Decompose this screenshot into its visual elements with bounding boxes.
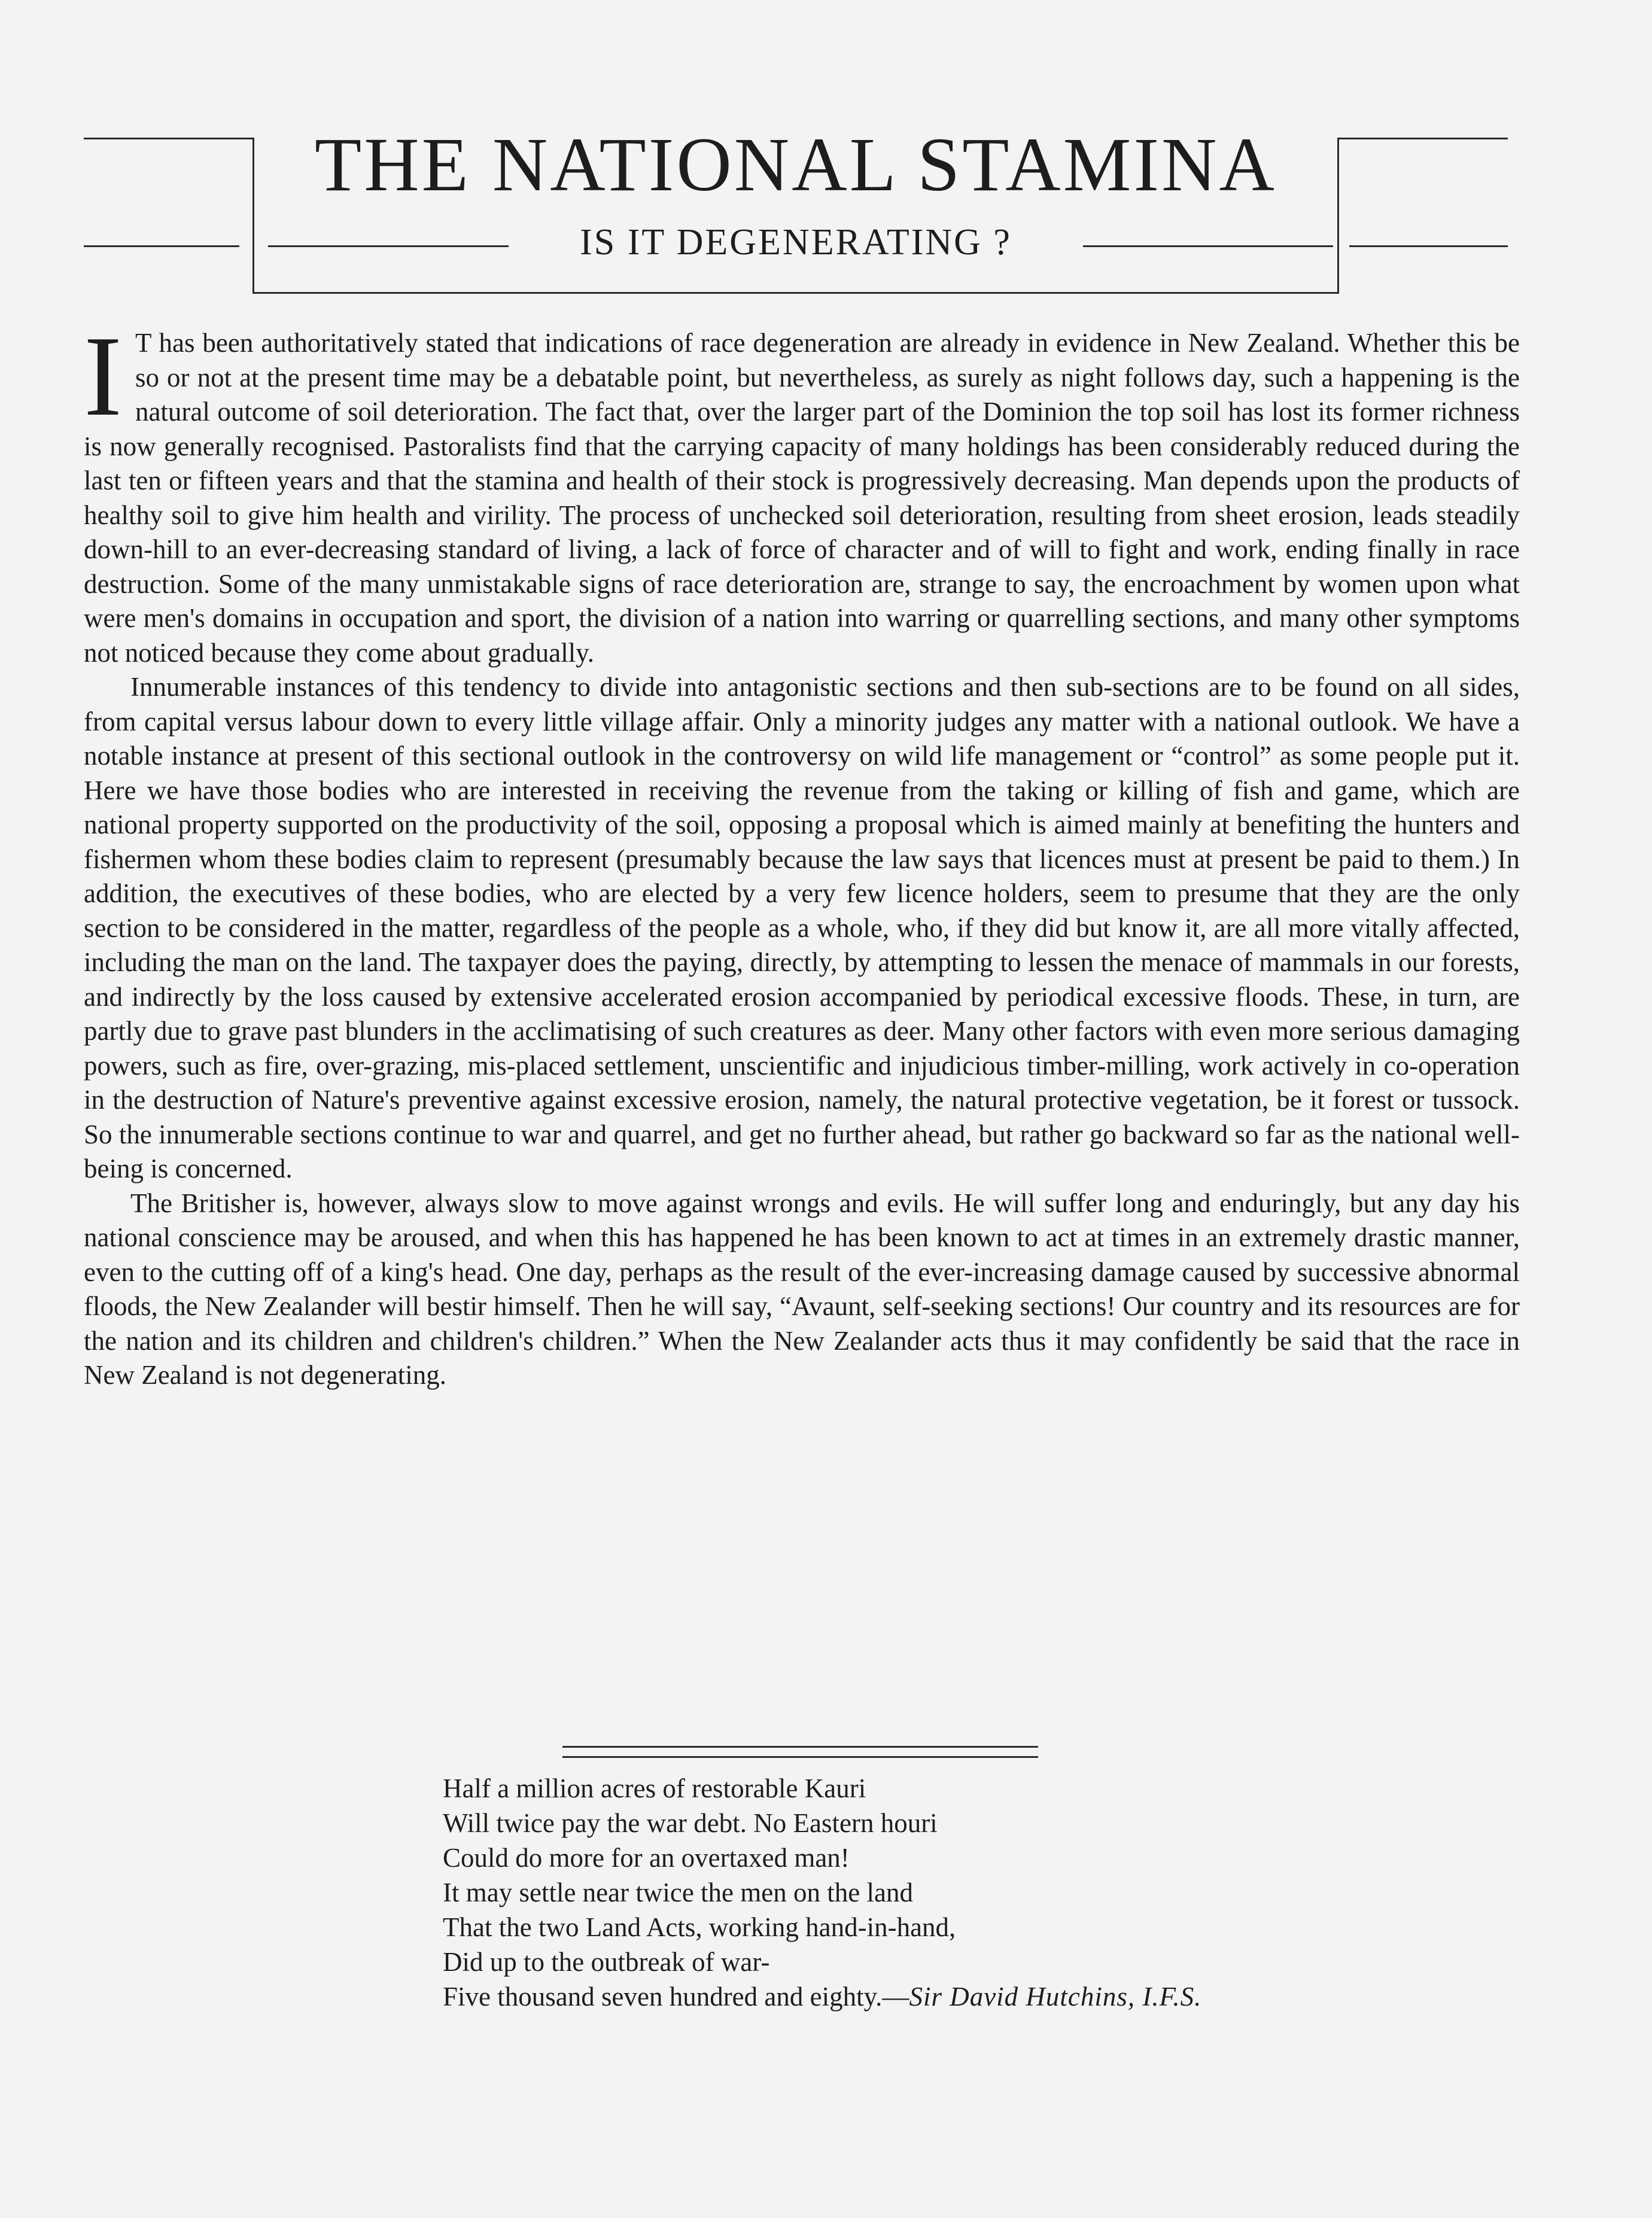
article-paragraph-2: Innumerable instances of this tendency to divide into antagonistic sections and then sub-sections are to be found on all sides, from capital versus labour down to every little village affair. Only a minority judges any matter with a national outlook. We have a notable instance at present of this sectional outlook in the controversy on wild life management or “control” as some people put it. Here we have those bodies who are interested in receiving the revenue from the taking or killing of fish and game, which are national property supported on the productivity of the soil, opposing a proposal which is aimed mainly at benefiting the hunters and fishermen whom these bodies claim to represent (presumably because the law says that licences must at present be paid to them.) In addition, the executives of these bodies, who are elected by a very few licence holders, seem to presume that they are the only section to be considered in the matter, regardless of the people as a whole, who, if they did but know it, are all more vitally affected, including the man on the land. The taxpayer does the paying, directly, by attempting to lessen the menace of mammals in our forests, and indirectly by the loss caused by extensive accelerated erosion accompanied by periodical excessive floods. These, in turn, are partly due to grave past blunders in the acclimatising of such creatures as deer. Many other factors with even more serious damaging powers, such as fire, over-grazing, mis-placed settlement, unscientific and injudicious timber-milling, work actively in co-operation in the destruction of Nature's preventive against excessive erosion, namely, the natural protective vegetation, be it forest or tussock. So the innumerable sections continue to war and quarrel, and get no further ahead, but rather go backward so far as the national well-being is concerned.: [84, 672, 1520, 1183]
header-top-rule-right: [1339, 138, 1508, 139]
page-subtitle: IS IT DEGENERATING ?: [509, 218, 1083, 266]
poem-last-line: [443, 1979, 1201, 2014]
poem: [443, 1771, 1201, 2014]
drop-cap: I: [84, 312, 122, 440]
poem-line: Five thousand seven hundred and eighty.—: [443, 1982, 909, 2012]
poem-line: Could do more for an overtaxed man!: [443, 1843, 850, 1873]
poem-line: Half a million acres of restorable Kauri: [443, 1773, 866, 1803]
header-bottom-rule: [252, 292, 1339, 294]
subtitle-rule-outer-right: [1349, 245, 1508, 247]
article-paragraph-3: The Britisher is, however, always slow to move against wrongs and evils. He will suffer long and enduringly, but any day his national conscience may be aroused, and when this has happened he has been known to act at times in an extremely drastic manner, even to the cutting off of a king's head. One day, perhaps as the result of the ever-increasing damage caused by successive abnormal floods, the New Zealander will bestir himself. Then he will say, “Avaunt, self-seeking sections! Our country and its resources are for the nation and its children and children's children.” When the New Zealander acts thus it may confidently be said that the race in New Zealand is not degenerating.: [84, 1188, 1520, 1390]
poem-line: That the two Land Acts, working hand-in-hand,: [443, 1912, 956, 1942]
header-frame-left: [252, 138, 254, 293]
article-paragraph-1: [84, 312, 1520, 670]
poem-line: Will twice pay the war debt. No Eastern houri: [443, 1808, 938, 1838]
article-body: [84, 312, 1520, 1393]
header-frame-right: [1337, 138, 1339, 293]
poem-line: It may settle near twice the men on the land: [443, 1878, 913, 1907]
header-top-rule-left: [84, 138, 252, 139]
page-title: THE NATIONAL STAMINA: [315, 122, 1277, 207]
poem-attribution: Sir David Hutchins, I.F.S.: [909, 1982, 1202, 2012]
section-divider: [562, 1746, 1038, 1758]
subtitle-rule-outer-left: [84, 245, 239, 247]
article-paragraph-1-text: T has been authoritatively stated that indications of race degeneration are already in evidence in New Zealand. Whether this be so or not at the present time may be a debatable point, but nevertheless, as surely as night follows day, such a happening is the natural outcome of soil deterioration. The fact that, over the larger part of the Dominion the top soil has lost its former richness is now generally recognised. Pastoralists find that the carrying capacity of many holdings has been considerably reduced during the last ten or fifteen years and that the stamina and health of their stock is progressively decreasing. Man depends upon the products of healthy soil to give him health and virility. The process of unchecked soil deterioration, resulting from sheet erosion, leads steadily down-hill to an ever-decreasing standard of living, a lack of force of character and of will to fight and work, ending finally in race destruction. Some of the many unmistakable signs of race deterioration are, strange to say, the encroachment by women upon what were men's domains in occupation and sport, the division of a nation into warring or quarrelling sections, and many other symptoms not noticed because they come about gradually.: [84, 328, 1520, 668]
poem-line: Did up to the outbreak of war-: [443, 1947, 770, 1977]
